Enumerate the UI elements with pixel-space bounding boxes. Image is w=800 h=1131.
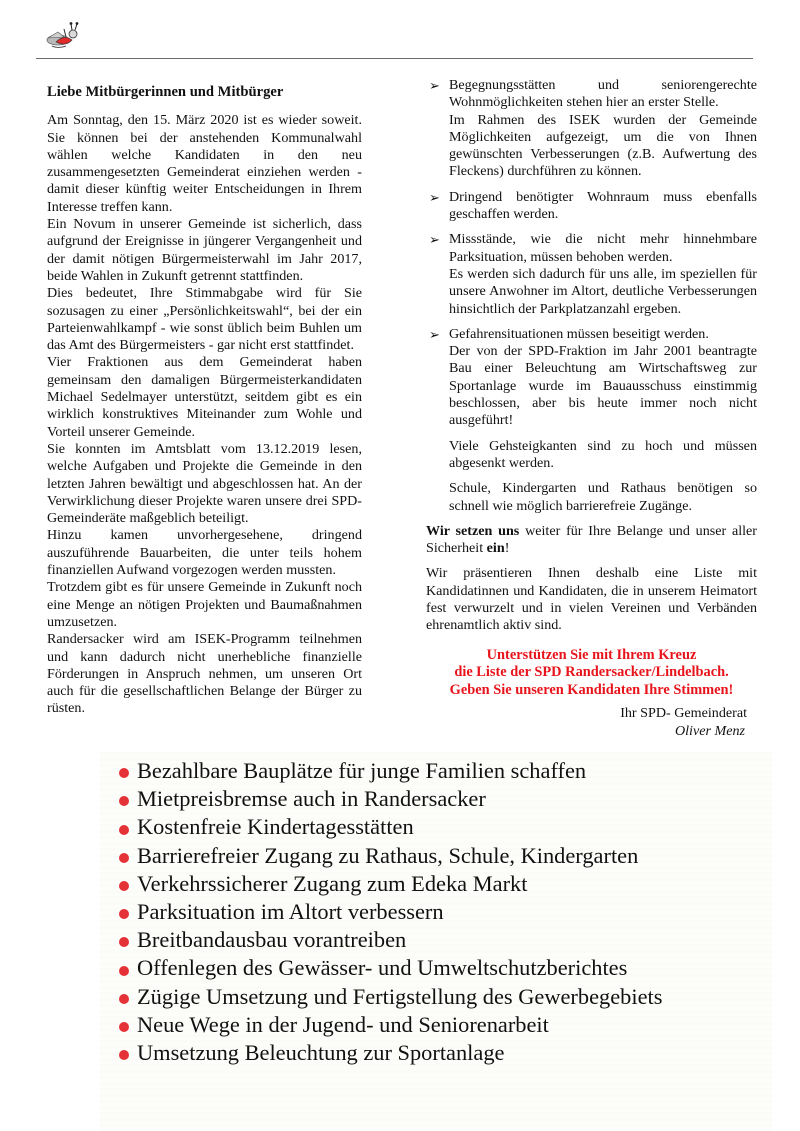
promises-list: [119, 757, 662, 1067]
closing-statement: [426, 523, 757, 558]
paragraph: Randersacker wird am ISEK-Programm teilnehmen und kann dadurch nicht unerhebliche finanzielle Förderungen in Anspruch nehmen, um unseren Ort auch für die gesellschaftlichen Belange der Bürger zu rüsten.: [47, 631, 362, 717]
promise-text: Offenlegen des Gewässer- und Umweltschutzberichtes: [137, 955, 628, 981]
bullet-text: Der von der SPD-Fraktion im Jahr 2001 beantragte Bau einer Beleuchtung am Wirtschaftsweg zur Sportanlage wurde im Bauausschuss einstimmig beschlossen, aber bis heute immer noch nicht ausgeführt!: [449, 343, 757, 429]
list-item: [119, 926, 662, 954]
bullet-text: Dringend benötigter Wohnraum muss ebenfalls geschaffen werden.: [449, 188, 757, 223]
red-dot-bullet-icon: [119, 881, 129, 891]
appeal-line: Unterstützen Sie mit Ihrem Kreuz: [486, 646, 697, 663]
promise-text: Parksituation im Altort verbessern: [137, 899, 444, 925]
arrowhead-bullet-icon: ➢: [429, 232, 440, 248]
paragraph: Sie konnten im Amtsblatt vom 13.12.2019 lesen, welche Aufgaben und Projekte die Gemeinde in den letzten Jahren bewältigt und abgeschlossen hat. An der Verwirklichung dieser Projekte waren unsere drei SPD-Gemeinderäte maßgeblich beteiligt.: [47, 440, 362, 527]
sub-paragraph: Viele Gehsteigkanten sind zu hoch und müssen abgesenkt werden.: [449, 437, 757, 471]
red-dot-bullet-icon: [119, 937, 129, 947]
list-item: [119, 757, 662, 785]
closing-middle: weiter für Ihre Belange und unser aller Sicherheit: [426, 522, 757, 557]
red-dot-bullet-icon: [119, 909, 129, 919]
bullet-item: [426, 189, 757, 224]
red-dot-bullet-icon: [119, 768, 129, 778]
promise-text: Barrierefreier Zugang zu Rathaus, Schule, Kindergarten: [137, 842, 639, 868]
paragraph: Trotzdem gibt es für unsere Gemeinde in Zukunft noch eine Menge an nötigen Projekten und Baumaßnahmen umzusetzen.: [47, 579, 362, 630]
promise-text: Bezahlbare Bauplätze für junge Familien schaffen: [137, 758, 587, 783]
list-item: [119, 785, 662, 813]
paragraph: Hinzu kamen unvorhergesehene, dringend auszuführende Bauarbeiten, die unter teils hohem finanziellen Aufwand vorgezogen werden mussten.: [47, 527, 362, 579]
left-column: [47, 84, 362, 718]
arrowhead-bullet-icon: ➢: [429, 326, 440, 342]
closing-bold-end: ein: [486, 540, 505, 557]
paragraph: Vier Fraktionen aus dem Gemeinderat haben gemeinsam den damaligen Bürgermeisterkandidaten Michael Sedelmayer unterstützt, seitdem gibt es ein wirklich konstruktives Miteinander zum Wohle und Vorteil unserer Gemeinde.: [47, 354, 362, 440]
presentation-paragraph: Wir präsentieren Ihnen deshalb eine Liste mit Kandidatinnen und Kandidaten, die in unserem Heimatort fest verwurzelt und in vielen Vereinen und Verbänden ehrenamtlich aktiv sind.: [426, 565, 757, 634]
promise-text: Breitbandausbau vorantreiben: [137, 927, 407, 953]
red-dot-bullet-icon: [119, 825, 129, 835]
appeal-line: Geben Sie unseren Kandidaten Ihre Stimmen!: [449, 681, 734, 698]
promise-text: Umsetzung Beleuchtung zur Sportanlage: [137, 1040, 505, 1066]
greeting-heading: Liebe Mitbürgerinnen und Mitbürger: [47, 84, 284, 100]
closing-end: !: [504, 540, 510, 557]
list-item: [119, 898, 662, 926]
paragraph: Am Sonntag, den 15. März 2020 ist es wieder soweit. Sie können bei der anstehenden Kommunalwahl wählen welche Kandidaten in den neu zusammengesetzten Gemeinderat einziehen werden - damit dieser künftig weiter Entscheidungen in Ihrem Interesse treffen kann.: [47, 112, 362, 215]
promise-text: Zügige Umsetzung und Fertigstellung des Gewerbegebiets: [137, 983, 663, 1009]
bullet-item: [426, 77, 757, 181]
paragraph: Dies bedeutet, Ihre Stimmabgabe wird für Sie sozusagen zu einer „Persönlichkeitswahl“, bei der ein Parteienwahlkampf - wie sonst üblich beim Buhlen um das Amt des Bürgermeisters - gar nicht erst stattfindet.: [47, 285, 362, 354]
promise-text: Kostenfreie Kindertagesstätten: [137, 814, 414, 840]
paragraph: Ein Novum in unserer Gemeinde ist sicherlich, dass aufgrund der Ereignisse in jüngerer Vergangenheit und der damit nötigen Bürgermeisterwahl im Jahr 2017, beide Wahlen in Zukunft getrennt stattfinden.: [47, 216, 362, 284]
list-item: [119, 983, 662, 1011]
promise-text: Verkehrssicherer Zugang zum Edeka Markt: [137, 870, 528, 896]
bullet-text: Begegnungsstätten und seniorengerechte Wohnmöglichkeiten stehen hier an erster Stelle.: [449, 77, 757, 111]
right-column: [426, 77, 757, 741]
red-dot-bullet-icon: [119, 994, 129, 1004]
red-dot-bullet-icon: [119, 853, 129, 863]
list-item: [119, 1039, 662, 1067]
list-item: [119, 870, 662, 898]
red-dot-bullet-icon: [119, 1022, 129, 1032]
closing-bold-start: Wir setzen uns: [426, 522, 520, 539]
promise-text: Neue Wege in der Jugend- und Seniorenarbeit: [137, 1011, 549, 1037]
arrowhead-bullet-icon: ➢: [429, 189, 440, 205]
arrowhead-bullet-icon: ➢: [429, 78, 440, 93]
red-dot-bullet-icon: [119, 966, 129, 976]
sub-paragraph: Schule, Kindergarten und Rathaus benötigen so schnell wie möglich barrierefreie Zugänge.: [449, 480, 757, 514]
bullet-item: [426, 231, 757, 317]
party-mascot-logo-icon: [44, 20, 84, 52]
promise-text: Mietpreisbremse auch in Randersacker: [137, 786, 486, 812]
list-item: [119, 813, 662, 841]
bullet-text: Missstände, wie die nicht mehr hinnehmbare Parksituation, müssen behoben werden.: [449, 231, 757, 265]
signature: [426, 705, 757, 741]
appeal-line: die Liste der SPD Randersacker/Lindelbach.: [454, 664, 729, 681]
red-dot-bullet-icon: [119, 796, 129, 806]
bullet-text: Es werden sich dadurch für uns alle, im speziellen für unsere Anwohner im Altort, deutliche Verbesserungen hinsichtlich der Parkplatzanzahl ergeben.: [449, 265, 757, 317]
signature-role: Ihr SPD- Gemeinderat: [620, 705, 747, 722]
bullet-text: Gefahrensituationen müssen beseitigt werden.: [449, 325, 709, 342]
red-dot-bullet-icon: [119, 1050, 129, 1060]
bullet-item: [426, 326, 757, 430]
signature-name: Oliver Menz: [674, 723, 745, 740]
header-divider: [36, 58, 753, 59]
bullet-text: Im Rahmen des ISEK wurden der Gemeinde Möglichkeiten aufgezeigt, um die von Ihnen gewünschten Verbesserungen (z.B. Aufwertung des Fleckens) durchführen zu können.: [449, 111, 757, 180]
list-item: [119, 954, 662, 982]
voting-appeal: [426, 647, 757, 700]
list-item: [119, 842, 662, 870]
list-item: [119, 1011, 662, 1039]
